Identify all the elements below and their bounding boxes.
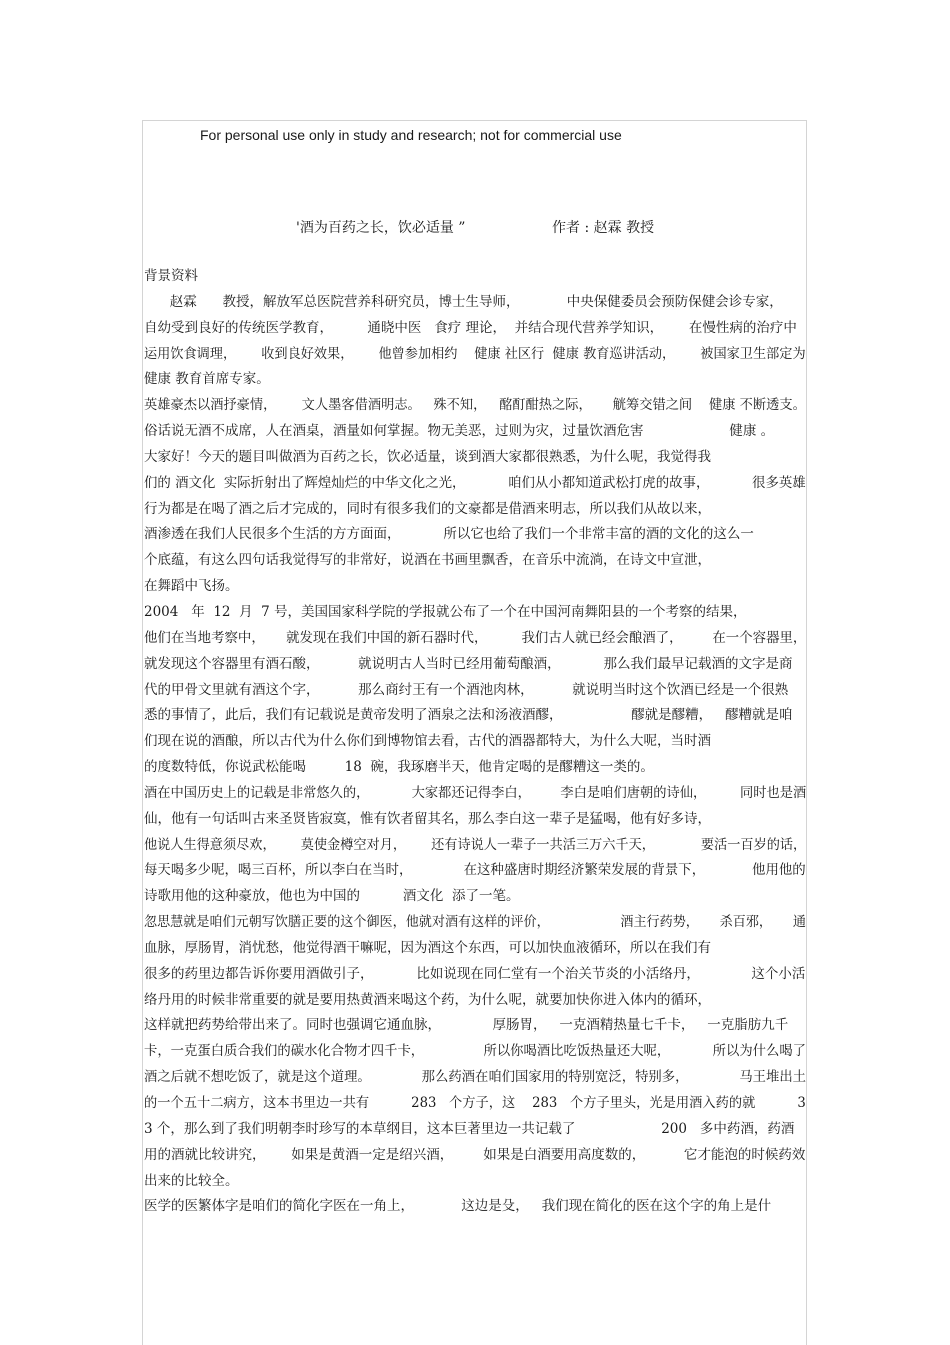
body-line: 俗话说无酒不成席，人在酒桌，酒量如何掌握。物无美恶，过则为灾，过量饮酒危害 健康 。 [144,423,775,440]
body-line: 血脉，厚肠胃，消忧愁，他觉得酒干嘛呢，因为酒这个东西，可以加快血液循环，所以在我们有 [144,939,711,956]
body-line: 就发现这个容器里有酒石酸， 就说明古人当时已经用葡萄酿酒， 那么我们最早记载酒的文字是商 [144,655,793,672]
article-body [144,264,806,1220]
body-line: 大家好！今天的题目叫做酒为百药之长，饮必适量，谈到酒大家都很熟悉，为什么呢，我觉得我 [144,448,711,465]
body-line: 们的 酒文化 实际折射出了辉煌灿烂的中华文化之光， 咱们从小都知道武松打虎的故事， 很多英雄 [144,474,806,491]
usage-disclaimer: For personal use only in study and research; not for commercial use [200,127,622,143]
body-line: 2004 年 12 月 7 号，美国国家科学院的学报就公布了一个在中国河南舞阳县的一个考察的结果， [144,603,747,620]
body-line: 他说人生得意须尽欢， 莫使金樽空对月， 还有诗说人一辈子一共活三万六千天， 要活一百岁的话， [144,836,807,853]
body-line: 酒之后就不想吃饭了，就是这个道理。 那么药酒在咱们国家用的特别宽泛，特别多， 马王堆出土 [144,1069,807,1086]
body-line: 健康 教育首席专家。 [144,371,270,388]
body-line: 卡，一克蛋白质合我们的碳水化合物才四千卡， 所以你喝酒比吃饭热量还大呢， 所以为什么喝了 [144,1043,807,1060]
body-line: 用的酒就比较讲究， 如果是黄酒一定是绍兴酒， 如果是白酒要用高度数的， 它才能泡的时候药效 [144,1146,806,1163]
article-author: 作者 : 赵霖 教授 [552,220,655,236]
body-line: 英雄豪杰以酒抒豪情， 文人墨客借酒明志。 殊不知， 酩酊酣热之际， 觥筹交错之间 健康 不断透支。 [144,397,806,414]
body-line: 自幼受到良好的传统医学教育， 通晓中医 食疗 理论， 并结合现代营养学知识， 在慢性病的治疗中 [144,319,797,336]
body-line: 运用饮食调理， 收到良好效果， 他曾参加相约 健康 社区行 健康 教育巡讲活动， 被国家卫生部定为 [144,345,806,362]
body-line: 每天喝多少呢，喝三百杯，所以李白在当时， 在这种盛唐时期经济繁荣发展的背景下， 他用他的 [144,862,806,879]
body-line: 酒在中国历史上的记载是非常悠久的， 大家都还记得李白， 李白是咱们唐朝的诗仙， 同时也是酒 [144,784,807,801]
body-line: 代的甲骨文里就有酒这个字， 那么商纣王有一个酒池肉林， 就说明当时这个饮酒已经是一个很熟 [144,681,789,698]
body-line: 的度数特低，你说武松能喝 18 碗，我琢磨半天，他肯定喝的是醪糟这一类的。 [144,759,654,776]
body-line: 忽思慧就是咱们元朝写饮膳正要的这个御医，他就对酒有这样的评价， 酒主行药势， 杀百邪， 通 [144,914,806,931]
body-line: 出来的比较全。 [144,1172,239,1189]
body-line: 们现在说的酒酿，所以古代为什么你们到博物馆去看，古代的酒器都特大，为什么大呢，当时酒 [144,733,711,750]
body-line: 悉的事情了，此后，我们有记载说是黄帝发明了酒泉之法和汤液酒醪， 醪就是醪糟， 醪糟就是咱 [144,707,793,724]
body-line: 背景资料 [144,268,198,284]
body-line: 很多的药里边都告诉你要用酒做引子， 比如说现在同仁堂有一个治关节炎的小活络丹， 这个小活 [144,965,806,982]
body-line: 医学的医繁体字是咱们的简化字医在一角上， 这边是殳， 我们现在简化的医在这个字的角上是什 [144,1198,772,1215]
article-title: '酒为百药之长，饮必适量 ” [296,220,466,236]
body-line: 这样就把药势给带出来了。同时也强调它通血脉， 厚肠胃， 一克酒精热量七千卡， 一克脂肪九千 [144,1017,789,1034]
body-line: 仙，他有一句话叫古来圣贤皆寂寞，惟有饮者留其名，那么李白这一辈子是猛喝，他有好多诗， [144,810,711,827]
body-line: 在舞蹈中飞扬。 [144,578,239,595]
body-line: 赵霖 教授，解放军总医院营养科研究员，博士生导师， 中央保健委员会预防保健会诊专家， [144,293,783,310]
body-line: 络丹用的时候非常重要的就是要用热黄酒来喝这个药，为什么呢，就要加快你进入体内的循环， [144,991,711,1008]
body-line: 行为都是在喝了酒之后才完成的，同时有很多我们的文豪都是借酒来明志，所以我们从故以来， [144,500,711,517]
body-line: 个底蕴，有这么四句话我觉得写的非常好，说酒在书画里飘香，在音乐中流淌，在诗文中宣泄， [144,552,711,569]
body-line: 3 个，那么到了我们明朝李时珍写的本草纲目，这本巨著里边一共记载了 200 多中药酒，药酒 [144,1120,795,1137]
body-line: 酒渗透在我们人民很多个生活的方方面面， 所以它也给了我们一个非常丰富的酒的文化的这么一 [144,526,754,543]
body-line: 他们在当地考察中， 就发现在我们中国的新石器时代， 我们古人就已经会酿酒了， 在一个容器里， [144,629,807,646]
body-line: 诗歌用他的这种豪放，他也为中国的 酒文化 添了一笔。 [144,888,520,905]
body-line: 的一个五十二病方，这本书里边一共有 283 个方子，这 283 个方子里头，光是用酒入药的就 3 [144,1095,806,1111]
